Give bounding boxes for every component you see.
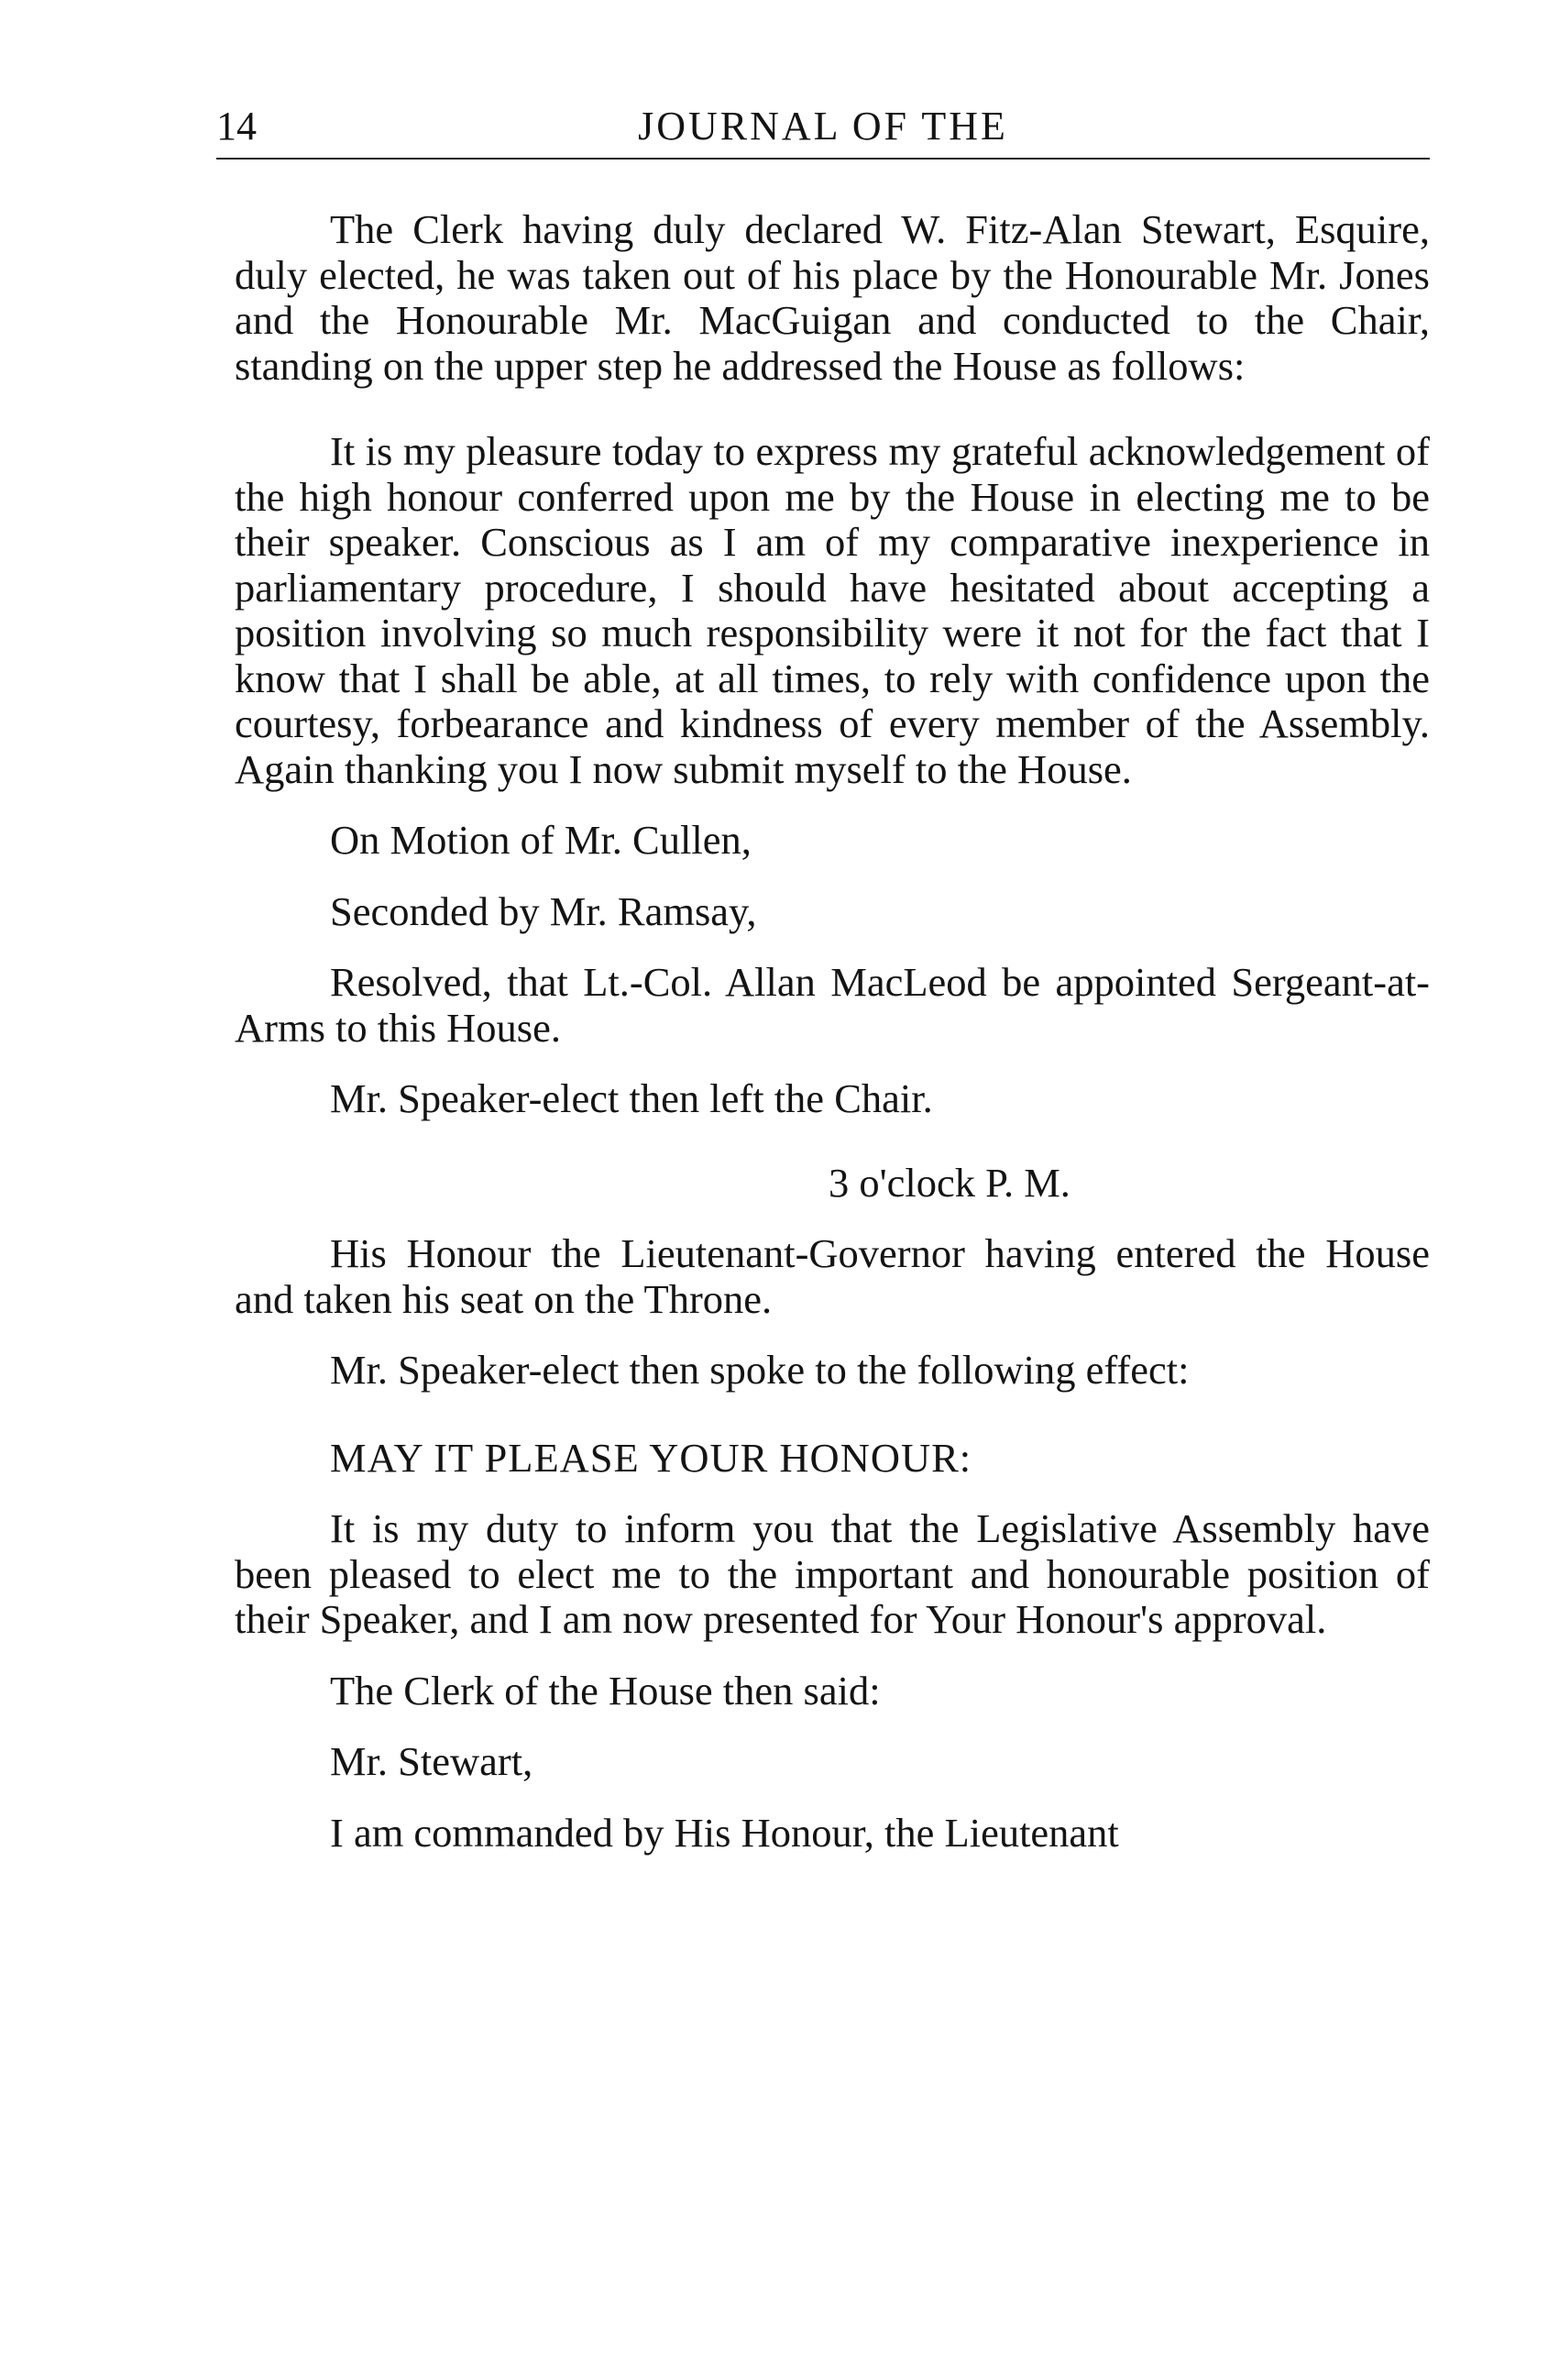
speaker-elect-spoke-line: Mr. Speaker-elect then spoke to the following effect:	[330, 1347, 1190, 1393]
speaker-address-paragraph: It is my pleasure today to express my grateful acknowledgement of the high honour conferred upon me by the House in electing me to be their speaker. Conscious as I am of my comparative inexperience in parliamentary procedure, I should have hesitated about accepting a position involving so much responsibility were it not for the fact that I know that I shall be able, at all times, to rely with confidence upon the courtesy, forbearance and kindness of every member of the Assembly. Again thanking you I now submit myself to the House.	[235, 428, 1430, 792]
speaker-election-paragraph: The Clerk having duly declared W. Fitz-Alan Stewart, Esquire, duly elected, he was taken out of his place by the Honourable Mr. Jones and the Honourable Mr. MacGuigan and conducted to the Chair, standing on the upper step he addressed the House as follows:	[235, 206, 1430, 389]
commanded-line: I am commanded by His Honour, the Lieutenant	[330, 1809, 1119, 1856]
left-chair-line: Mr. Speaker-elect then left the Chair.	[330, 1075, 933, 1121]
lieutenant-governor-paragraph: His Honour the Lieutenant-Governor having entered the House and taken his seat on the Throne.	[235, 1230, 1430, 1322]
page-number: 14	[216, 104, 257, 149]
journal-body	[235, 207, 1430, 1856]
time-heading: 3 o'clock P. M.	[829, 1159, 1070, 1206]
page-header	[216, 103, 1430, 160]
running-head: JOURNAL OF THE	[638, 104, 1008, 149]
motion-line: On Motion of Mr. Cullen,	[330, 817, 752, 863]
header-rule	[216, 158, 1430, 160]
salutation-line: Mr. Stewart,	[330, 1738, 533, 1784]
duty-paragraph: It is my duty to inform you that the Legislative Assembly have been pleased to elect me to the important and honourable position of their Speaker, and I am now presented for Your Honour's approval.	[235, 1505, 1430, 1642]
resolution-paragraph: Resolved, that Lt.-Col. Allan MacLeod be appointed Sergeant-at-Arms to this House.	[235, 959, 1430, 1051]
seconded-line: Seconded by Mr. Ramsay,	[330, 887, 757, 934]
clerk-said-line: The Clerk of the House then said:	[330, 1667, 881, 1713]
address-heading: MAY IT PLEASE YOUR HONOUR:	[330, 1434, 972, 1481]
